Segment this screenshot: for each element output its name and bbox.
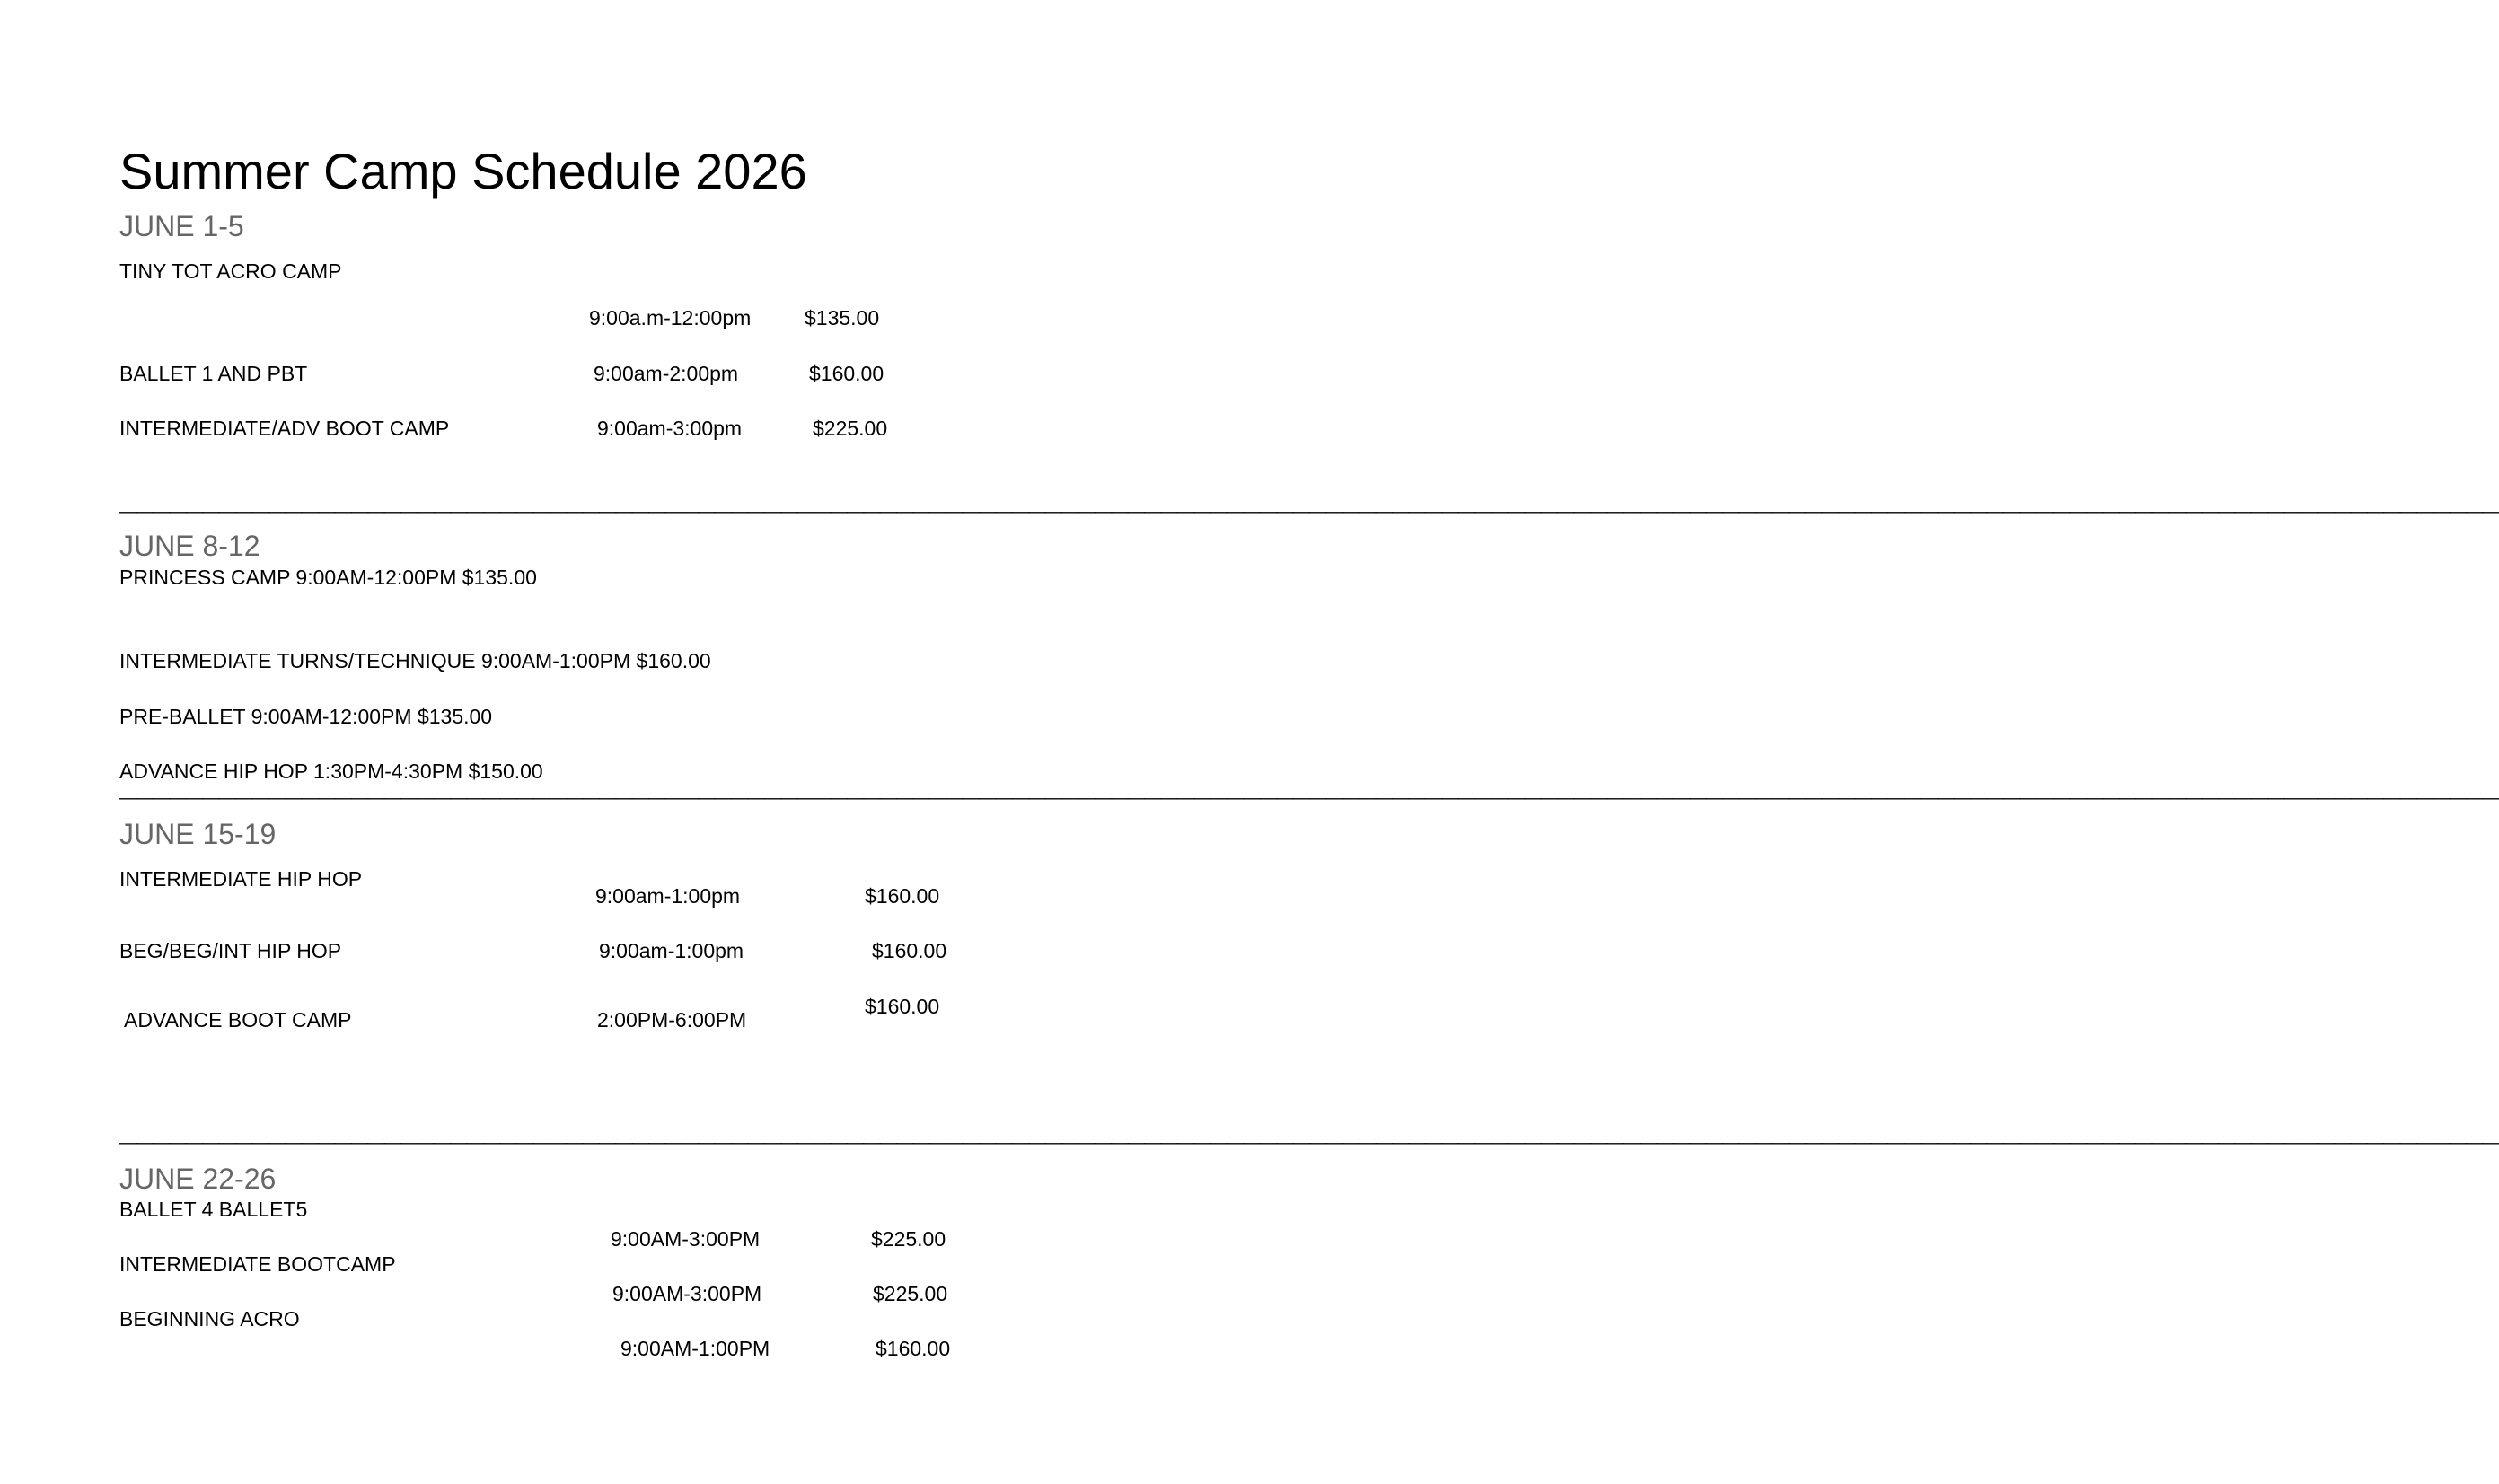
camp-time: 9:00AM-1:00PM (620, 1337, 770, 1360)
camp-price: $160.00 (865, 995, 940, 1018)
section-divider: ———————————————————————————————————————————————————————————————————————————————————————————————————————————————————————————————————————————————— (119, 788, 2499, 808)
camp-price: $225.00 (813, 417, 888, 440)
week-heading-june-15-19: JUNE 15-19 (119, 818, 277, 850)
camp-name: INTERMEDIATE HIP HOP (119, 867, 363, 891)
camp-price: $225.00 (871, 1227, 946, 1251)
week-heading-june-22-26: JUNE 22-26 (119, 1163, 277, 1195)
camp-time: 2:00PM-6:00PM (597, 1008, 747, 1032)
camp-price: $160.00 (876, 1337, 951, 1360)
camp-price: $160.00 (809, 362, 884, 385)
camp-price: $160.00 (865, 884, 940, 908)
week-heading-june-1-5: JUNE 1-5 (119, 210, 244, 242)
camp-time: 9:00am-3:00pm (597, 417, 743, 440)
camp-name: BEGINNING ACRO (119, 1307, 300, 1330)
camp-name: TINY TOT ACRO CAMP (119, 259, 342, 283)
camp-name: INTERMEDIATE/ADV BOOT CAMP (119, 417, 450, 440)
camp-line: PRE-BALLET 9:00AM-12:00PM $135.00 (119, 705, 493, 728)
camp-price: $160.00 (872, 939, 947, 962)
week-heading-june-8-12: JUNE 8-12 (119, 530, 260, 562)
camp-price: $135.00 (805, 306, 880, 329)
camp-name: INTERMEDIATE BOOTCAMP (119, 1252, 396, 1276)
camp-line: INTERMEDIATE TURNS/TECHNIQUE 9:00AM-1:00PM $160.00 (119, 649, 711, 672)
camp-name: BEG/BEG/INT HIP HOP (119, 939, 342, 962)
section-divider: ———————————————————————————————————————————————————————————————————————————————————————————————————————————————————————————————————————————————— (119, 502, 2499, 522)
camp-time: 9:00a.m-12:00pm (589, 306, 752, 329)
camp-name: BALLET 4 BALLET5 (119, 1198, 308, 1221)
camp-line: PRINCESS CAMP 9:00AM-12:00PM $135.00 (119, 566, 537, 589)
camp-time: 9:00AM-3:00PM (612, 1282, 762, 1305)
camp-time: 9:00am-2:00pm (594, 362, 739, 385)
section-divider: ———————————————————————————————————————————————————————————————————————————————————————————————————————————————————————————————————————————————— (119, 1133, 2499, 1153)
camp-name: ADVANCE BOOT CAMP (124, 1008, 352, 1032)
camp-name: BALLET 1 AND PBT (119, 362, 308, 385)
camp-price: $225.00 (873, 1282, 948, 1305)
camp-time: 9:00am-1:00pm (595, 884, 741, 908)
camp-time: 9:00am-1:00pm (599, 939, 744, 962)
page-title: Summer Camp Schedule 2026 (119, 143, 807, 199)
camp-time: 9:00AM-3:00PM (611, 1227, 761, 1251)
camp-line: ADVANCE HIP HOP 1:30PM-4:30PM $150.00 (119, 760, 543, 783)
